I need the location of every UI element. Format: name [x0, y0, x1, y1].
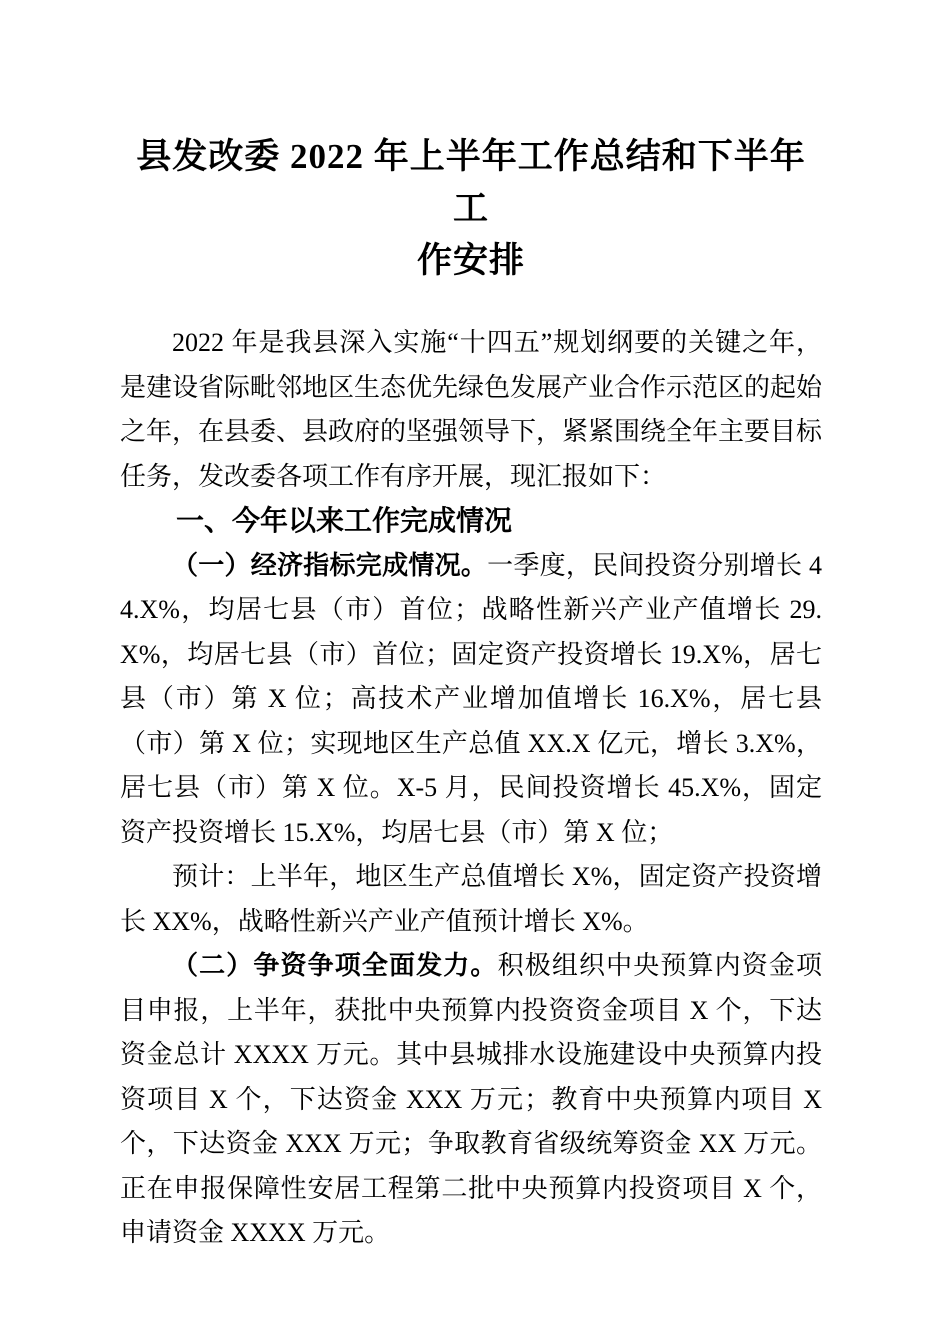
document-title-line-1: 县发改委 2022 年上半年工作总结和下半年工	[136, 137, 806, 228]
paragraph: （二）争资争项全面发力。积极组织中央预算内资金项目申报，上半年，获批中央预算内投资资金项目 X 个，下达资金总计 XXXX 万元。其中县城排水设施建设中央预算内投资项目 X 个，下达资金 XXX 万元；教育中央预算内项目 X 个，下达资金 XXX 万元；争取教育省级统筹资金 XX 万元。正在申报保障性安居工程第二批中央预算内投资项目 X 个，申请资金 XXXX 万元。	[120, 951, 822, 1247]
paragraph-lead: （二）争资争项全面发力。	[172, 951, 498, 980]
paragraph-lead: （一）经济指标完成情况。	[172, 550, 488, 580]
section-heading: 一、今年以来工作完成情况	[176, 505, 513, 536]
document-body	[120, 321, 822, 1256]
paragraph: （一）经济指标完成情况。一季度，民间投资分别增长 44.X%，均居七县（市）首位；战略性新兴产业产值增长 29.X%，均居七县（市）首位；固定资产投资增长 19.X%，居七县（市）第 X 位；高技术产业增加值增长 16.X%，居七县（市）第 X 位；实现地区生产总值 XX.X 亿元，增长 3.X%，居七县（市）第 X 位。X-5 月，民间投资增长 45.X%，固定资产投资增长 15.X%，均居七县（市）第 X 位；	[120, 550, 822, 847]
paragraph: 2022 年是我县深入实施“十四五”规划纲要的关键之年，是建设省际毗邻地区生态优先绿色发展产业合作示范区的起始之年，在县委、县政府的坚强领导下，紧紧围绕全年主要目标任务，发改委各项工作有序开展，现汇报如下：	[120, 328, 823, 491]
document-title-line-2: 作安排	[416, 241, 525, 280]
document-title	[120, 131, 822, 287]
paragraph: 预计：上半年，地区生产总值增长 X%，固定资产投资增长 XX%，战略性新兴产业产值预计增长 X%。	[120, 862, 822, 936]
